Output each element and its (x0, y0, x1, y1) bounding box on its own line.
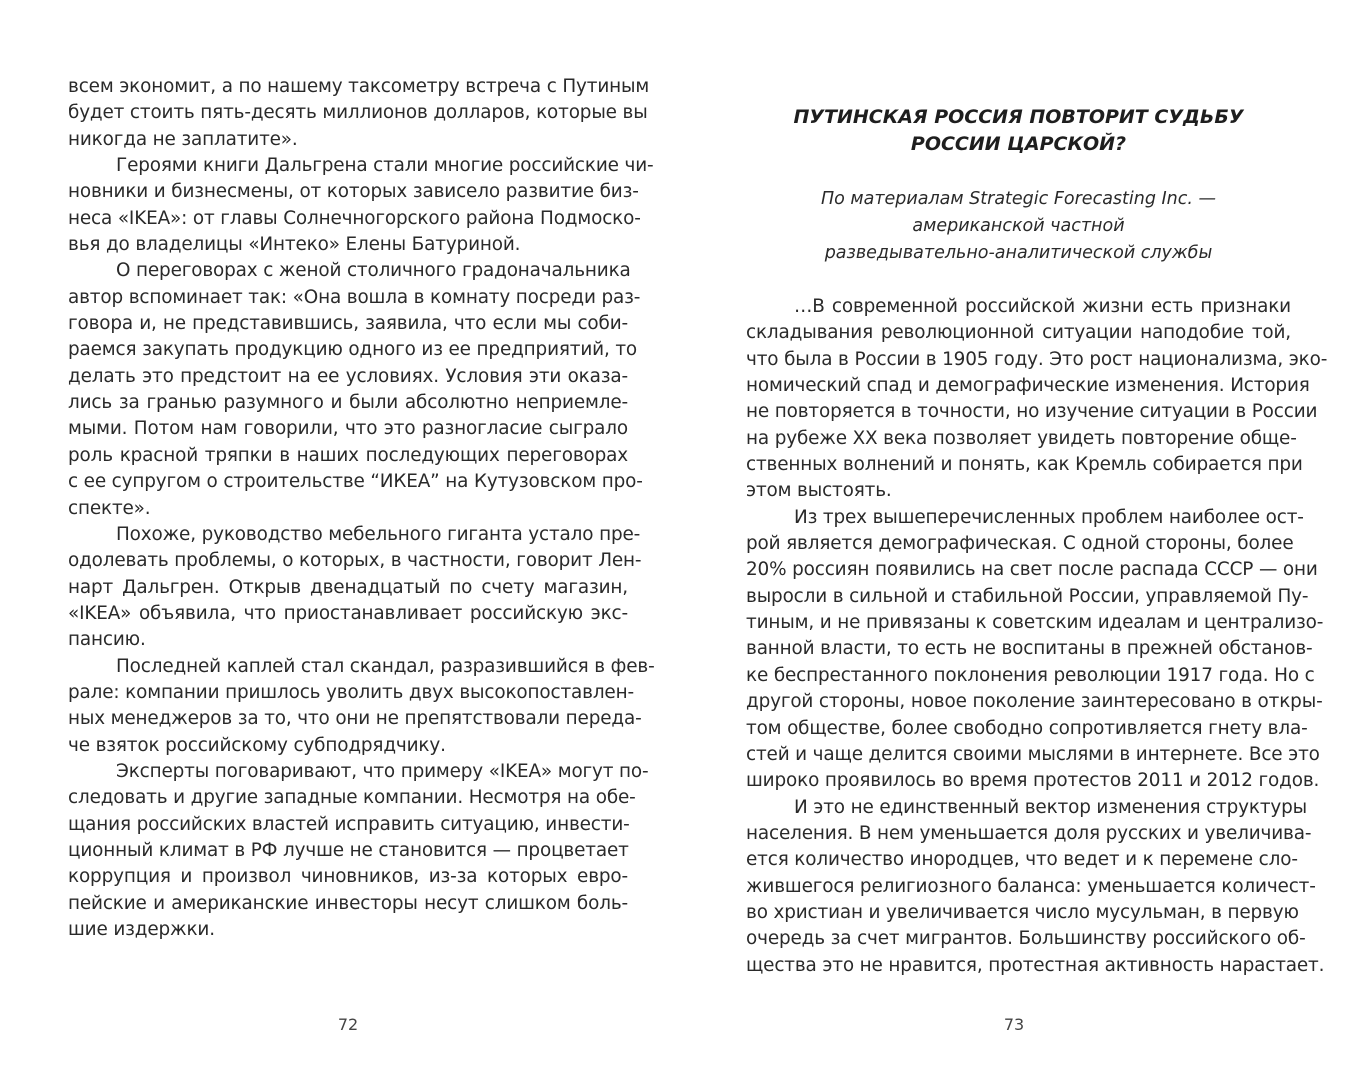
text-line: следовать и другие западные компании. Несмотря на обе- (68, 787, 636, 809)
text-line: тиным, и не привязаны к советским идеалам и централизо- (746, 612, 1324, 634)
text-line: «IKEA» объявила, что приостанавливает российскую экс- (68, 602, 628, 624)
text-line: че взяток российскому субподрядчику. (68, 734, 446, 756)
text-line: новники и бизнесмены, от которых зависело развитие биз- (68, 181, 639, 203)
text-line: никогда не заплатите». (68, 128, 298, 150)
text-line: пансию. (68, 629, 146, 651)
text-line: О переговорах с женой столичного градоначальника (116, 260, 631, 282)
text-line: шие издержки. (68, 919, 215, 940)
text-line: рале: компании пришлось уволить двух высокопоставлен- (68, 681, 634, 703)
text-line: номический спад и демографические изменения. История (746, 375, 1310, 397)
text-line: всем экономит, а по нашему таксометру встреча с Путиным (68, 76, 650, 97)
text-line: что была в России в 1905 году. Это рост национализма, эко- (746, 348, 1328, 370)
text-line: вья до владелицы «Интеко» Елены Батуриной. (68, 234, 521, 256)
text-line: том обществе, более свободно сопротивляется гнету вла- (746, 717, 1308, 739)
text-line: населения. В нем уменьшается доля русских и увеличива- (746, 822, 1312, 844)
subtitle-line-1: По материалам Strategic Forecasting Inc. — (820, 189, 1217, 209)
text-line: ванной власти, то есть не воспитаны в прежней обстанов- (746, 638, 1313, 660)
text-line: складывания революционной ситуации наподобие той, (746, 322, 1291, 344)
text-line: лись за гранью разумного и были абсолютно неприемле- (68, 392, 628, 414)
text-line: 20% россиян появились на свет после распада СССР — они (746, 559, 1318, 581)
text-line: щания российских властей исправить ситуацию, инвести- (68, 813, 630, 835)
text-line: другой стороны, новое поколение заинтересовано в откры- (746, 691, 1323, 713)
text-line: щества это не нравится, протестная активность нарастает. (746, 954, 1325, 976)
text-line: пейские и американские инвесторы несут слишком боль- (68, 892, 628, 914)
text-line: одолевать проблемы, о которых, в частности, говорит Лен- (68, 550, 642, 572)
text-line: выросли в сильной и стабильной России, управляемой Пу- (746, 585, 1309, 607)
text-line: на рубеже XX века позволяет увидеть повторение обще- (746, 427, 1297, 449)
text-line: ционный климат в РФ лучше не становится — процветает (68, 839, 629, 861)
text-line: будет стоить пять-десять миллионов долларов, которые вы (68, 102, 648, 124)
text-line: широко проявилось во время протестов 2011 и 2012 годов. (746, 770, 1320, 792)
chapter-heading-line-1: ПУТИНСКАЯ РОССИЯ ПОВТОРИТ СУДЬБУ (793, 106, 1244, 128)
text-line: спекте». (68, 497, 151, 519)
text-line: …В современной российской жизни есть признаки (794, 296, 1291, 317)
chapter-subtitle (746, 186, 1291, 267)
text-line: автор вспоминает так: «Она вошла в комнату посреди раз- (68, 286, 641, 308)
text-line: ется количество инородцев, что ведет и к перемене сло- (746, 849, 1298, 871)
chapter-heading-line-2: РОССИИ ЦАРСКОЙ? (910, 133, 1127, 155)
paragraph (746, 795, 1325, 979)
right-page-body (746, 294, 1328, 979)
text-line: ственных волнений и понять, как Кремль собирается при (746, 454, 1303, 476)
page-number-right: 73 (1003, 1015, 1025, 1034)
page-number-left: 72 (337, 1015, 359, 1034)
text-line: Похоже, руководство мебельного гиганта устало пре- (116, 523, 641, 545)
paragraph (746, 505, 1324, 795)
text-line: этом выстоять. (746, 480, 892, 502)
text-line: мыми. Потом нам говорили, что это разногласие сыграло (68, 418, 628, 440)
subtitle-line-2: американской частной (912, 216, 1125, 236)
paragraph (68, 522, 642, 654)
text-line: рой является демографическая. С одной стороны, более (746, 533, 1294, 555)
text-line: коррупция и произвол чиновников, из-за которых евро- (68, 866, 628, 888)
right-page (746, 0, 1328, 1080)
text-line: ке беспрестанного поклонения революции 1917 года. Но с (746, 664, 1315, 686)
text-line: роль красной тряпки в наших последующих переговорах (68, 444, 628, 466)
text-line: ных менеджеров за то, что они не препятствовали переда- (68, 708, 642, 730)
text-line: стей и чаще делится своими мыслями в интернете. Все это (746, 743, 1320, 765)
text-line: очередь за счет мигрантов. Большинству российского об- (746, 928, 1306, 950)
text-line: делать это предстоит на ее условиях. Условия эти оказа- (68, 365, 628, 387)
paragraph (68, 654, 655, 759)
paragraph (68, 74, 650, 153)
text-line: нарт Дальгрен. Открыв двенадцатый по счету магазин, (68, 576, 628, 598)
subtitle-line-3: разведывательно-аналитической службы (824, 243, 1213, 263)
text-line: не повторяется в точности, но изучение ситуации в России (746, 401, 1318, 423)
text-line: Героями книги Дальгрена стали многие российские чи- (116, 155, 654, 177)
paragraph (746, 294, 1328, 505)
paragraph (68, 258, 643, 521)
text-line: Последней каплей стал скандал, разразившийся в фев- (116, 655, 655, 677)
left-page (68, 0, 655, 1080)
text-line: жившегося религиозного баланса: уменьшается количест- (746, 875, 1316, 897)
text-line: неса «IKEA»: от главы Солнечногорского района Подмоско- (68, 207, 641, 229)
paragraph (68, 759, 649, 943)
paragraph (68, 153, 654, 258)
left-page-body (68, 74, 655, 943)
text-line: говора и, не представившись, заявила, что если мы соби- (68, 313, 628, 335)
chapter-heading (746, 104, 1291, 158)
text-line: с ее супругом о строительстве “ИКЕА” на Кутузовском про- (68, 471, 643, 493)
text-line: во христиан и увеличивается число мусульман, в первую (746, 901, 1299, 923)
text-line: Эксперты поговаривают, что примеру «IKEA» могут по- (116, 760, 649, 782)
text-line: раемся закупать продукцию одного из ее предприятий, то (68, 339, 638, 361)
text-line: И это не единственный вектор изменения структуры (794, 796, 1308, 818)
text-line: Из трех вышеперечисленных проблем наиболее ост- (794, 506, 1304, 528)
